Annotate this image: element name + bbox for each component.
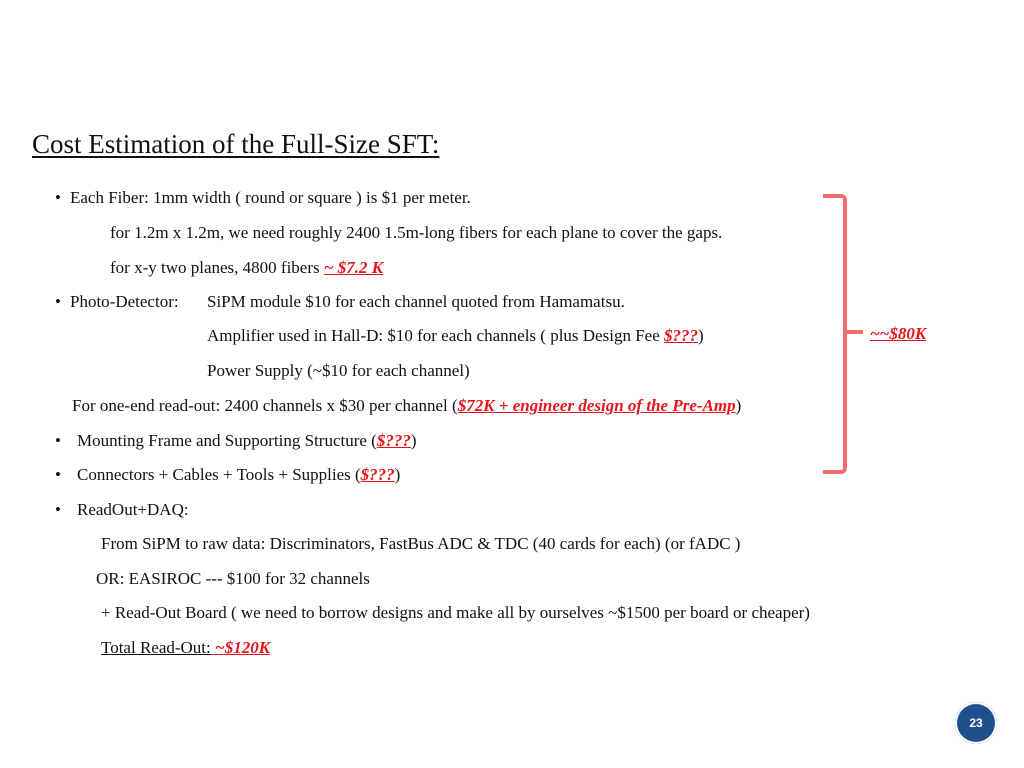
amplifier-line (207, 326, 704, 346)
amplifier-text: Amplifier used in Hall-D: $10 for each channels ( plus Design Fee (207, 326, 664, 345)
mounting-cost: $??? (376, 431, 411, 450)
bullet-marker: • (55, 465, 61, 484)
photo-detector-label: Photo-Detector: (70, 292, 179, 311)
bracket-total-cost: ~~$80K (870, 324, 927, 343)
connectors-suffix: ) (394, 465, 401, 484)
mounting-suffix: ) (410, 431, 417, 450)
readout-suffix: ) (735, 396, 742, 415)
page-number: 23 (969, 716, 983, 730)
mounting-line (77, 431, 417, 451)
fiber-total-line (110, 258, 383, 278)
amplifier-suffix: ) (698, 326, 704, 345)
readout-cost: $72K + engineer design of the Pre-Amp (457, 396, 736, 415)
daq-total-cost: ~$120K (210, 638, 271, 657)
daq-heading: ReadOut+DAQ: (77, 500, 189, 519)
daq-board-line: + Read-Out Board ( we need to borrow designs and make all by ourselves ~$1500 per board or cheaper) (101, 603, 810, 622)
bullet-marker: • (55, 500, 61, 519)
fiber-total-text: for x-y two planes, 4800 fibers (110, 258, 324, 277)
daq-total-label: Total Read-Out: (101, 638, 211, 657)
sipm-line: SiPM module $10 for each channel quoted from Hamamatsu. (207, 292, 625, 311)
slide-title: Cost Estimation of the Full-Size SFT: (32, 129, 440, 159)
connectors-line (77, 465, 400, 485)
bullet-marker: • (55, 292, 61, 311)
fiber-total-cost: ~ $7.2 K (323, 258, 384, 277)
connectors-text: Connectors + Cables + Tools + Supplies ( (77, 465, 361, 484)
connectors-cost: $??? (360, 465, 395, 484)
daq-total-line (101, 638, 270, 658)
readout-line (72, 396, 741, 416)
bullet-marker: • (55, 188, 61, 207)
amplifier-cost: $??? (664, 326, 698, 345)
fiber-count-line: for 1.2m x 1.2m, we need roughly 2400 1.5m-long fibers for each plane to cover the gaps. (110, 223, 723, 242)
readout-text: For one-end read-out: 2400 channels x $30 per channel ( (72, 396, 458, 415)
summary-bracket-tick (847, 330, 863, 334)
daq-sipm-line: From SiPM to raw data: Discriminators, FastBus ADC & TDC (40 cards for each) (or fADC ) (101, 534, 741, 553)
fiber-cost-line: Each Fiber: 1mm width ( round or square ) is $1 per meter. (70, 188, 471, 207)
summary-bracket (823, 194, 847, 474)
power-supply-line: Power Supply (~$10 for each channel) (207, 361, 470, 380)
bullet-marker: • (55, 431, 61, 450)
page-number-badge (955, 702, 997, 744)
mounting-text: Mounting Frame and Supporting Structure ( (77, 431, 377, 450)
daq-easiroc-line: OR: EASIROC --- $100 for 32 channels (96, 569, 370, 588)
